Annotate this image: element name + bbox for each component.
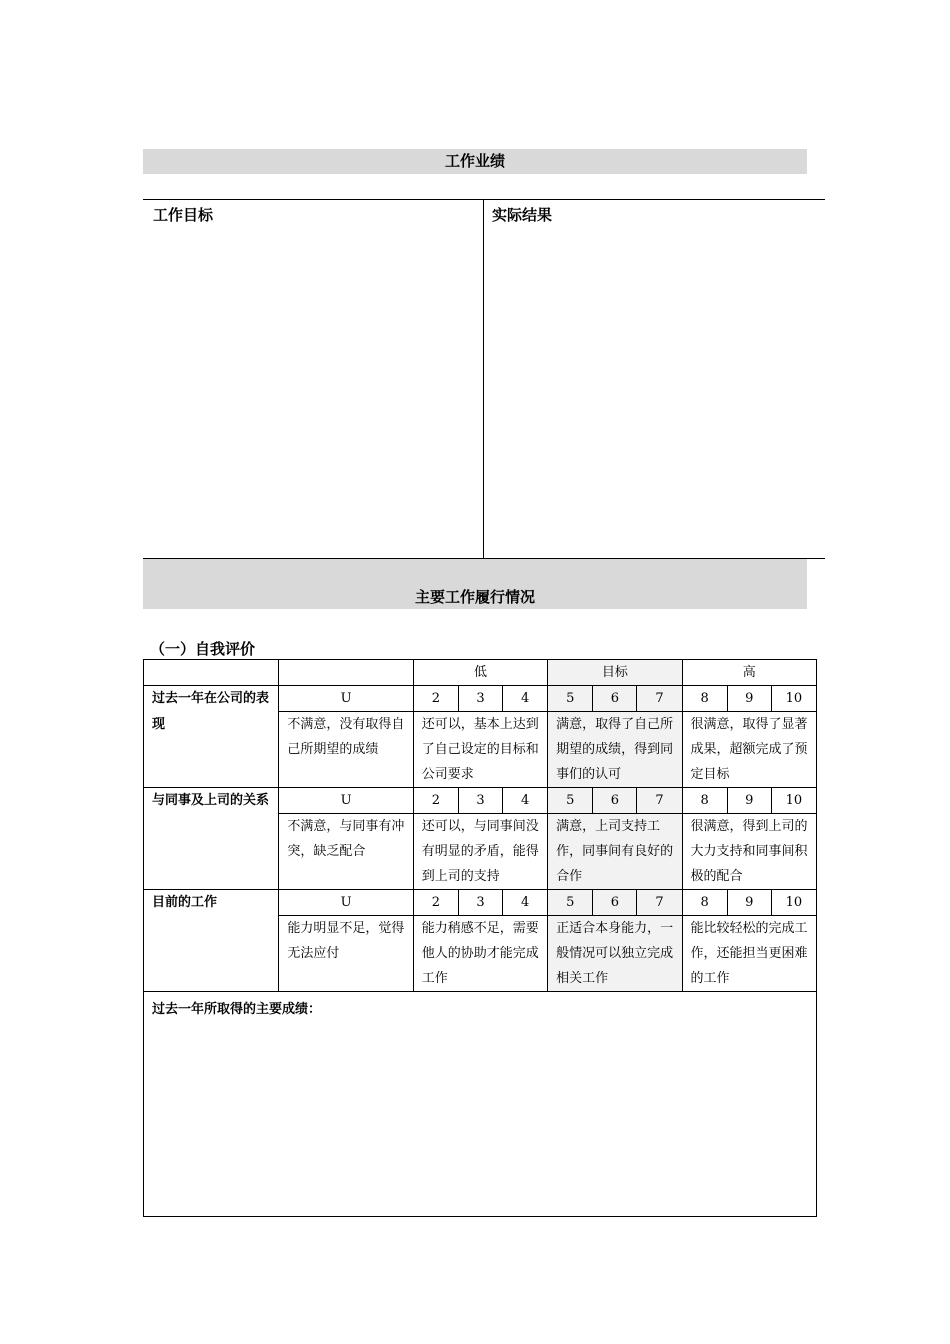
score-cell[interactable]: 4 [503,788,548,814]
score-cell[interactable]: 3 [458,890,502,916]
group-target: 目标 [548,660,682,686]
score-cell[interactable]: 8 [682,686,727,712]
group-high: 高 [682,660,816,686]
score-cell[interactable]: 4 [503,890,548,916]
score-cell[interactable]: 3 [458,686,502,712]
description-cell: 满意，上司支持工作，同事间有良好的合作 [548,814,682,890]
performance-header [143,149,807,174]
score-cell[interactable]: U [279,686,413,712]
achievements-label: 过去一年所取得的主要成绩： [152,1002,322,1017]
description-cell: 还可以，与同事间没有明显的矛盾，能得到上司的支持 [413,814,547,890]
score-cell[interactable]: 6 [593,686,637,712]
empty-cell [144,660,279,686]
score-cell[interactable]: 2 [413,788,458,814]
score-row [144,686,817,712]
achievements-field[interactable] [144,992,817,1217]
score-cell[interactable]: 10 [771,890,816,916]
score-cell[interactable]: 7 [637,890,682,916]
row-label-relationship: 与同事及上司的关系 [144,788,279,890]
score-cell[interactable]: 6 [593,890,637,916]
description-cell: 很满意，取得了显著成果，超额完成了预定目标 [682,712,816,788]
score-cell[interactable]: 5 [548,788,593,814]
score-cell[interactable]: 5 [548,686,593,712]
score-cell[interactable]: 4 [503,686,548,712]
empty-cell [279,660,413,686]
score-cell[interactable]: 10 [771,788,816,814]
row-label-current-work: 目前的工作 [144,890,279,992]
score-cell[interactable]: 7 [637,686,682,712]
score-cell[interactable]: U [279,788,413,814]
score-cell[interactable]: 7 [637,788,682,814]
score-cell[interactable]: 8 [682,788,727,814]
score-cell[interactable]: U [279,890,413,916]
performance-header-text: 工作业绩 [444,152,505,170]
main-work-header [143,559,807,609]
score-cell[interactable]: 10 [771,686,816,712]
description-cell: 满意，取得了自己所期望的成绩，得到同事们的认可 [548,712,682,788]
box-divider [483,199,484,559]
score-cell[interactable]: 9 [727,788,771,814]
achievements-row [144,992,817,1217]
self-eval-title: （一）自我评价 [150,640,256,658]
main-work-header-text: 主要工作履行情况 [414,588,535,606]
actual-results-label: 实际结果 [492,206,553,224]
score-cell[interactable]: 6 [593,788,637,814]
row-label-performance: 过去一年在公司的表现 [144,686,279,788]
description-cell: 还可以，基本上达到了自己设定的目标和公司要求 [413,712,547,788]
box-top-border [143,199,825,200]
description-cell: 不满意，没有取得自己所期望的成绩 [279,712,413,788]
description-cell: 能力稍感不足，需要他人的协助才能完成工作 [413,916,547,992]
score-cell[interactable]: 9 [727,890,771,916]
score-row [144,890,817,916]
score-cell[interactable]: 2 [413,890,458,916]
score-cell[interactable]: 5 [548,890,593,916]
score-cell[interactable]: 8 [682,890,727,916]
group-header-row [144,660,817,686]
description-cell: 能比较轻松的完成工作，还能担当更困难的工作 [682,916,816,992]
score-row [144,788,817,814]
description-cell: 很满意，得到上司的大力支持和同事间积极的配合 [682,814,816,890]
work-goals-label: 工作目标 [153,206,214,224]
description-cell: 不满意，与同事有冲突，缺乏配合 [279,814,413,890]
score-cell[interactable]: 9 [727,686,771,712]
description-cell: 能力明显不足，觉得无法应付 [279,916,413,992]
score-cell[interactable]: 3 [458,788,502,814]
self-eval-table [143,659,817,1217]
group-low: 低 [413,660,547,686]
score-cell[interactable]: 2 [413,686,458,712]
description-cell: 正适合本身能力，一般情况可以独立完成相关工作 [548,916,682,992]
